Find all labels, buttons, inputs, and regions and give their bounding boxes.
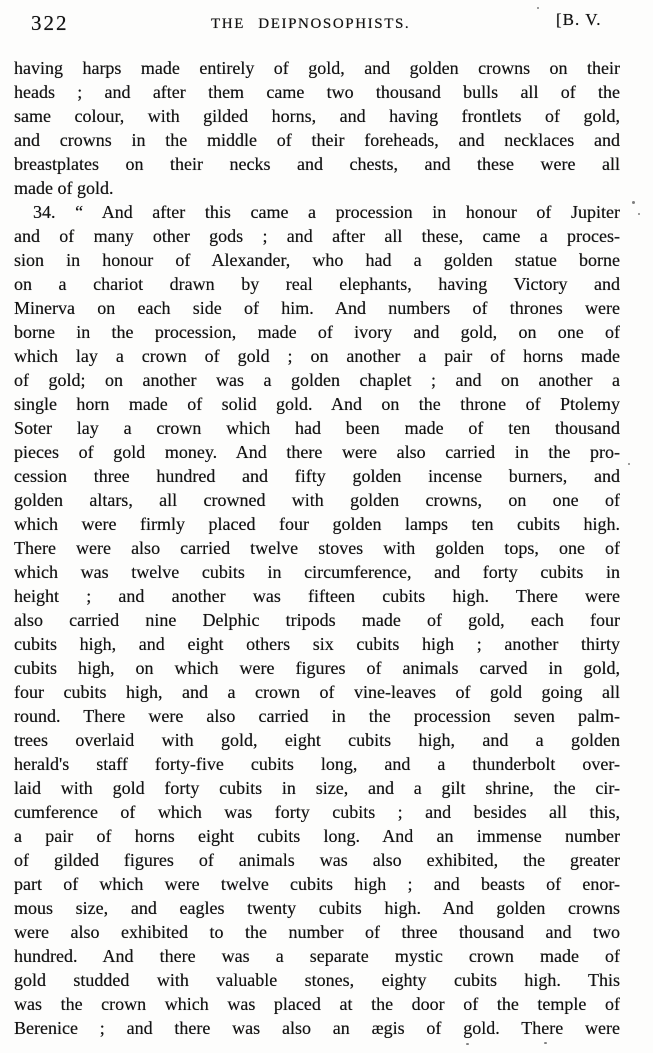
book-reference: [B. V.	[556, 10, 602, 29]
text-line: made of gold.	[14, 178, 114, 198]
text-line: four cubits high, and a crown of vine-leaves of gold going all	[14, 682, 620, 702]
text-line: which was twelve cubits in circumference, and forty cubits in	[14, 562, 620, 582]
text-line: cumference of which was forty cubits ; and besides all this,	[14, 802, 620, 822]
text-line: Soter lay a crown which had been made of ten thousand	[14, 418, 620, 438]
scan-speckle	[466, 1043, 469, 1045]
running-title: THE DEIPNOSOPHISTS.	[211, 16, 411, 32]
text-line: borne in the procession, made of ivory and gold, on one of	[14, 322, 620, 342]
paragraph	[14, 56, 620, 200]
text-line: gold studded with valuable stones, eighty cubits high. This	[14, 970, 620, 990]
text-line: Minerva on each side of him. And numbers of thrones were	[14, 298, 620, 318]
text-line: were also exhibited to the number of three thousand and two	[14, 922, 620, 942]
page-body	[14, 56, 620, 1040]
text-line: of gilded figures of animals was also exhibited, the greater	[14, 850, 620, 870]
text-line: and crowns in the middle of their foreheads, and necklaces and	[14, 130, 620, 150]
text-line: herald's staff forty-five cubits long, and a thunderbolt over-	[14, 754, 620, 774]
text-line: a pair of horns eight cubits long. And an immense number	[14, 826, 620, 846]
scan-speckle	[544, 1042, 547, 1044]
text-line: pieces of gold money. And there were also carried in the pro-	[14, 442, 620, 462]
text-line: heads ; and after them came two thousand bulls all of the	[14, 82, 620, 102]
text-line: part of which were twelve cubits high ; and beasts of enor-	[14, 874, 620, 894]
text-line: There were also carried twelve stoves with golden tops, one of	[14, 538, 620, 558]
paragraph	[14, 200, 620, 1040]
scan-speckle	[632, 201, 635, 204]
text-line: golden altars, all crowned with golden crowns, on one of	[14, 490, 620, 510]
text-line: same colour, with gilded horns, and having frontlets of gold,	[14, 106, 620, 126]
text-line: on a chariot drawn by real elephants, having Victory and	[14, 274, 620, 294]
text-line: 34. “ And after this came a procession in honour of Jupiter	[33, 202, 620, 222]
text-line: sion in honour of Alexander, who had a golden statue borne	[14, 250, 620, 270]
text-line: cubits high, on which were figures of animals carved in gold,	[14, 658, 620, 678]
text-line: breastplates on their necks and chests, and these were all	[14, 154, 620, 174]
text-line: trees overlaid with gold, eight cubits high, and a golden	[14, 730, 620, 750]
text-line: having harps made entirely of gold, and golden crowns on their	[14, 58, 620, 78]
text-line: mous size, and eagles twenty cubits high. And golden crowns	[14, 898, 620, 918]
text-line: Berenice ; and there was also an ægis of gold. There were	[14, 1018, 620, 1038]
text-line: hundred. And there was a separate mystic crown made of	[14, 946, 620, 966]
scan-speckle	[638, 213, 640, 215]
text-line: laid with gold forty cubits in size, and a gilt shrine, the cir-	[14, 778, 620, 798]
text-line: also carried nine Delphic tripods made of gold, each four	[14, 610, 620, 630]
text-line: of gold; on another was a golden chaplet ; and on another a	[14, 370, 620, 390]
scan-speckle	[537, 7, 539, 9]
text-line: cubits high, and eight others six cubits high ; another thirty	[14, 634, 620, 654]
text-line: height ; and another was fifteen cubits high. There were	[14, 586, 620, 606]
scan-speckle	[628, 463, 630, 465]
text-line: and of many other gods ; and after all these, came a proces-	[14, 226, 620, 246]
text-line: was the crown which was placed at the door of the temple of	[14, 994, 620, 1014]
text-line: which were firmly placed four golden lamps ten cubits high.	[14, 514, 620, 534]
text-line: round. There were also carried in the procession seven palm-	[14, 706, 620, 726]
text-line: single horn made of solid gold. And on the throne of Ptolemy	[14, 394, 620, 414]
text-line: which lay a crown of gold ; on another a pair of horns made	[14, 346, 620, 366]
page-number: 322	[31, 11, 69, 35]
text-line: cession three hundred and fifty golden incense burners, and	[14, 466, 620, 486]
